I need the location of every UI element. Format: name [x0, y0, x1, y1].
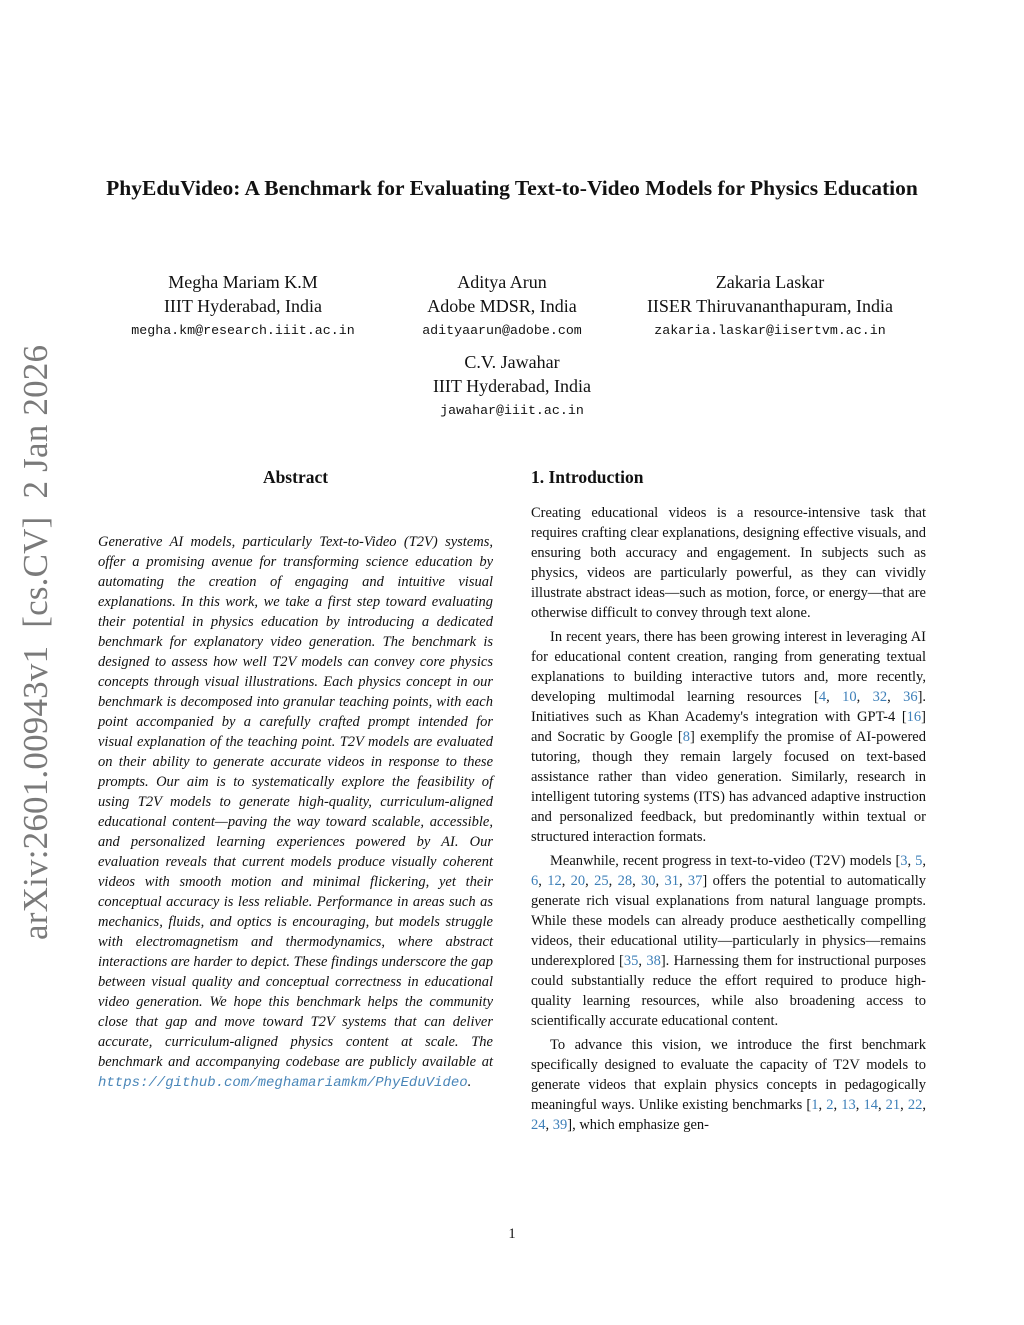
citation-link[interactable]: 21 — [885, 1097, 901, 1113]
citation-link[interactable]: 35 — [623, 953, 639, 969]
author-email: zakaria.laskar@iisertvm.ac.in — [654, 323, 886, 338]
text-run: , — [826, 689, 843, 705]
abstract-heading: Abstract — [262, 467, 329, 487]
intro-paragraph-3 — [531, 851, 926, 1031]
author-affiliation: IISER Thiruvananthapuram, India — [646, 296, 894, 316]
text-run: ] and Socratic by Google [ — [531, 709, 926, 745]
text-run: , — [907, 853, 916, 869]
text-run: , — [638, 953, 647, 969]
citation-link[interactable]: 5 — [915, 853, 923, 869]
introduction-heading: 1. Introduction — [531, 467, 644, 487]
abstract-section — [98, 465, 493, 1093]
text-run: , — [561, 873, 571, 889]
text-run: , — [545, 1117, 553, 1133]
citation-link[interactable]: 32 — [872, 689, 888, 705]
arxiv-sidebar — [6, 340, 66, 940]
citation-link[interactable]: 24 — [531, 1117, 546, 1133]
author-name: Zakaria Laskar — [715, 272, 825, 292]
citation-link[interactable]: 2 — [826, 1097, 834, 1113]
citation-link[interactable]: 37 — [687, 873, 703, 889]
arxiv-date: 2 Jan 2026 — [16, 344, 55, 499]
citation-link[interactable]: 4 — [818, 689, 827, 705]
text-run: Meanwhile, recent progress in text-to-video (T2V) models [ — [550, 853, 901, 869]
author-email: megha.km@research.iiit.ac.in — [131, 323, 355, 338]
page-number: 1 — [508, 1226, 516, 1242]
citation-link[interactable]: 14 — [863, 1097, 878, 1113]
author-email: jawahar@iiit.ac.in — [440, 403, 584, 418]
author-email: adityaarun@adobe.com — [422, 323, 582, 338]
paper-title: PhyEduVideo: A Benchmark for Evaluating Text-to-Video Models for Physics Education — [106, 176, 918, 200]
text-run: , — [678, 873, 688, 889]
citation-link[interactable]: 39 — [552, 1117, 568, 1133]
text-run: , — [538, 873, 548, 889]
text-run: , — [655, 873, 665, 889]
citation-link[interactable]: 20 — [570, 873, 586, 889]
text-run: ]. Initiatives such as Khan Academy's integration with GPT-4 [ — [531, 689, 927, 725]
arxiv-id: arXiv:2601.00943v1 — [16, 645, 55, 940]
citation-link[interactable]: 31 — [664, 873, 679, 889]
intro-paragraph-1: Creating educational videos is a resource-intensive task that requires crafting clear explanations, designing effective visuals, and ensuring both accuracy and engagement. In subjects such as physics, videos are particularly powerful, as they can vividly illustrate abstract ideas—such as motion, force, or energy—that are otherwise difficult to convey through text alone. — [531, 505, 926, 621]
arxiv-category: [cs.CV] — [16, 516, 55, 628]
author-block-3 — [612, 270, 928, 344]
citation-link[interactable]: 12 — [547, 873, 562, 889]
intro-paragraph-4 — [531, 1035, 926, 1135]
citation-link[interactable]: 6 — [531, 873, 539, 889]
author-affiliation: IIIT Hyderabad, India — [163, 296, 323, 316]
text-run: , — [818, 1097, 827, 1113]
text-run: , — [855, 1097, 864, 1113]
author-block-2 — [392, 270, 612, 344]
citation-link[interactable]: 30 — [641, 873, 656, 889]
text-run: ]. Harnessing them for instructional purposes could substantially reduce the effort required to produce high-quality learning resources, while also broadening access to scientifically accurate educational content. — [531, 953, 926, 1029]
abstract-text — [98, 532, 493, 1093]
author-block-1 — [100, 270, 386, 344]
author-affiliation: Adobe MDSR, India — [427, 296, 577, 316]
citation-link[interactable]: 36 — [903, 689, 918, 705]
text-run: , — [585, 873, 595, 889]
citation-link[interactable]: 22 — [907, 1097, 923, 1113]
text-run: , — [887, 689, 904, 705]
text-run: To advance this vision, we introduce the first benchmark specifically designed to evaluate the capacity of T2V models to generate videos that explain physics concepts in pedagogically meaningful ways. Unlike existing benchmarks [ — [531, 1037, 926, 1113]
citation-link[interactable]: 28 — [617, 873, 633, 889]
author-block-4 — [392, 350, 632, 424]
text-run: In recent years, there has been growing interest in leveraging AI for educational content creation, ranging from generating textual explanations to building interactive tutors and, more recently, developing multimodal learning resources [ — [531, 629, 926, 705]
text-run: , — [922, 853, 926, 869]
text-run: , — [856, 689, 873, 705]
citation-link[interactable]: 13 — [841, 1097, 856, 1113]
text-run: , — [632, 873, 642, 889]
github-link[interactable]: https://github.com/meghamariamkm/PhyEduVideo — [98, 1075, 468, 1091]
citation-link[interactable]: 8 — [682, 729, 690, 745]
author-name: C.V. Jawahar — [464, 352, 560, 372]
citation-link[interactable]: 38 — [646, 953, 661, 969]
abstract-end: . — [467, 1074, 472, 1090]
text-run: ] offers the potential to automatically generate rich visual explanations from natural language prompts. While these models can already produce aesthetically compelling videos, their educational utility—particularly in physics—remains underexplored [ — [531, 873, 927, 969]
citation-link[interactable]: 10 — [842, 689, 857, 705]
abstract-body: Generative AI models, particularly Text-to-Video (T2V) systems, offer a promising avenue for transforming science education by automating the creation of engaging and intuitive visual explanations. In this work, we take a first step toward evaluating their potential in physics education by introducing a dedicated benchmark for explanatory video generation. The benchmark is designed to assess how well T2V models can convey core physics concepts through visual illustrations. Each physics concept in our benchmark is decomposed into granular teaching points, with each point accompanied by a carefully crafted prompt intended for visual explanation of the teaching point. T2V models are evaluated on their ability to generate accurate videos in response to these prompts. Our aim is to systematically explore the feasibility of using T2V models to generate high-quality, curriculum-aligned educational content—paving the way toward scalable, accessible, and personalized learning experiences powered by AI. Our evaluation reveals that current models produce visually coherent videos with smooth motion and minimal flickering, yet their conceptual accuracy is less reliable. Performance in areas such as mechanics, fluids, and optics is encouraging, but models struggle with electromagnetism and thermodynamics, where abstract interactions are harder to depict. These findings underscore the gap between visual quality and conceptual correctness in educational video generation. We hope this benchmark helps the community close that gap and move toward T2V systems that can deliver accurate, curriculum-aligned physics content at scale. The benchmark and accompanying codebase are publicly available at — [98, 534, 493, 1070]
author-name: Aditya Arun — [457, 272, 547, 292]
introduction-section — [531, 465, 926, 1139]
text-run: , — [900, 1097, 908, 1113]
text-run: ], which emphasize gen- — [567, 1117, 709, 1133]
author-name: Megha Mariam K.M — [168, 272, 318, 292]
intro-paragraph-2 — [531, 627, 926, 847]
citation-link[interactable]: 25 — [594, 873, 609, 889]
text-run: , — [608, 873, 618, 889]
citation-link[interactable]: 3 — [900, 853, 908, 869]
text-run: , — [833, 1097, 842, 1113]
text-run: , — [877, 1097, 886, 1113]
text-run: , — [922, 1097, 927, 1113]
citation-link[interactable]: 16 — [906, 709, 922, 725]
text-run: ] exemplify the promise of AI-powered tutoring, though they remain largely focused on text-based assistance rather than video generation. Similarly, research in intelligent tutoring systems (ITS) has advanced adaptive instruction and personalized feedback, but predominantly within textual or structured interaction formats. — [531, 729, 926, 845]
citation-link[interactable]: 1 — [811, 1097, 819, 1113]
author-affiliation: IIIT Hyderabad, India — [432, 376, 592, 396]
